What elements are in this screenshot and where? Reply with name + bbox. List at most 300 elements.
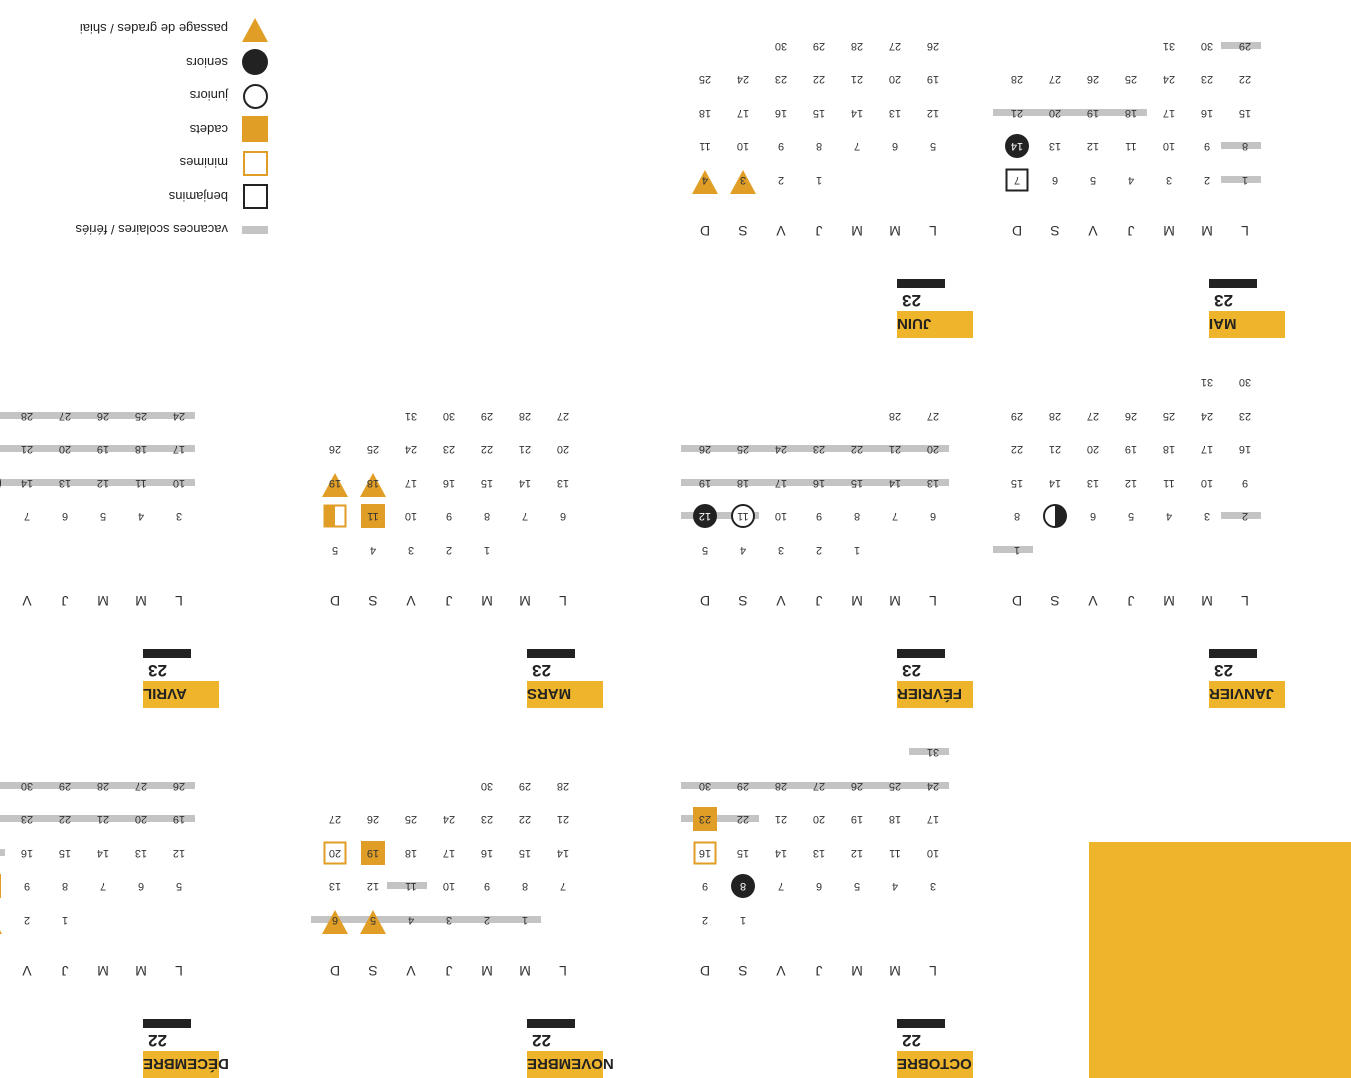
- day-cell: [729, 504, 757, 530]
- day-number: 26: [1086, 73, 1100, 86]
- day-cell: [805, 167, 833, 193]
- day-number: 27: [328, 813, 342, 826]
- day-number: 9: [1203, 140, 1211, 153]
- year-underline: [527, 649, 575, 658]
- day-number: 11: [699, 140, 711, 153]
- day-cell: [805, 807, 833, 833]
- day-number: 19: [1086, 107, 1100, 119]
- weekday-label: L: [929, 963, 937, 979]
- day-number: 15: [480, 477, 494, 489]
- day-number: 3: [445, 914, 453, 926]
- day-cell: [919, 773, 947, 799]
- day-cell: [435, 537, 463, 563]
- day-cell: [919, 504, 947, 530]
- day-cell: [51, 807, 79, 833]
- day-cell: [359, 504, 387, 530]
- month-title: OCTOBRE: [897, 1055, 972, 1072]
- weekday-label: L: [1241, 223, 1249, 239]
- day-number: 23: [1200, 73, 1214, 86]
- day-cell: [511, 773, 539, 799]
- day-cell: [321, 907, 349, 933]
- day-number: 21: [518, 443, 532, 456]
- day-cell: [435, 907, 463, 933]
- day-number: 5: [1127, 510, 1135, 523]
- weekday-label: J: [445, 593, 453, 609]
- day-cell: [13, 840, 41, 866]
- day-cell: [473, 437, 501, 463]
- day-cell: [691, 874, 719, 900]
- legend-item-juniors: [190, 83, 268, 109]
- weekday-label: L: [559, 963, 567, 979]
- day-cell: [165, 437, 193, 463]
- day-number: 27: [1086, 410, 1100, 422]
- day-number: 11: [1125, 140, 1137, 153]
- day-cell: [0, 807, 3, 833]
- weekday-label: V: [776, 963, 786, 979]
- day-number: 26: [926, 40, 940, 52]
- day-number: 30: [1200, 40, 1214, 52]
- day-cell: [805, 537, 833, 563]
- day-number: 1: [815, 174, 823, 186]
- weekday-label: D: [329, 593, 341, 609]
- day-cell: [729, 437, 757, 463]
- day-cell: [511, 907, 539, 933]
- day-cell: [767, 773, 795, 799]
- weekday-label: L: [929, 223, 937, 239]
- day-cell: [691, 470, 719, 496]
- day-number: 18: [404, 847, 418, 859]
- day-number: 25: [698, 73, 712, 86]
- day-cell: [165, 504, 193, 530]
- day-number: 19: [328, 477, 342, 489]
- day-number: 4: [1127, 174, 1135, 186]
- day-cell: [1155, 403, 1183, 429]
- day-cell: [1079, 100, 1107, 126]
- day-number: 26: [1124, 410, 1138, 422]
- day-cell: [321, 470, 349, 496]
- month-janvier: [1010, 368, 1351, 708]
- day-number: 28: [556, 780, 570, 792]
- day-number: 5: [175, 880, 183, 893]
- day-number: 27: [1048, 73, 1062, 86]
- day-number: 2: [23, 914, 31, 926]
- day-cell: [511, 807, 539, 833]
- day-number: 7: [23, 510, 31, 523]
- day-cell: [435, 504, 463, 530]
- weekday-label: D: [329, 963, 341, 979]
- weekday-label: M: [1201, 593, 1213, 609]
- day-cell: [13, 437, 41, 463]
- day-number: 1: [1241, 174, 1249, 186]
- day-number: 27: [926, 410, 940, 422]
- day-number: 10: [442, 880, 456, 893]
- day-cell: [13, 874, 41, 900]
- day-number: 23: [442, 443, 456, 456]
- day-cell: [473, 470, 501, 496]
- day-cell: [549, 874, 577, 900]
- day-number: 7: [891, 510, 899, 523]
- day-cell: [51, 907, 79, 933]
- weekday-label: D: [699, 223, 711, 239]
- month-title: DÉCEMBRE: [143, 1055, 229, 1072]
- day-number: 7: [1013, 174, 1021, 186]
- day-cell: [1155, 437, 1183, 463]
- day-number: 19: [926, 73, 940, 86]
- day-cell: [805, 773, 833, 799]
- day-cell: [1117, 67, 1145, 93]
- day-cell: [843, 537, 871, 563]
- day-number: 20: [556, 443, 570, 456]
- day-number: 3: [777, 544, 785, 556]
- day-number: 6: [815, 880, 823, 893]
- day-cell: [1231, 134, 1259, 160]
- weekday-label: D: [699, 593, 711, 609]
- day-number: 6: [61, 510, 69, 523]
- day-cell: [843, 437, 871, 463]
- day-cell: [919, 403, 947, 429]
- day-cell: [473, 807, 501, 833]
- day-number: 16: [1238, 443, 1252, 456]
- day-number: 15: [1010, 477, 1024, 489]
- day-number: 3: [1203, 510, 1211, 523]
- day-cell: [805, 67, 833, 93]
- weekday-label: M: [889, 223, 901, 239]
- day-number: 28: [1010, 73, 1024, 86]
- legend-label: seniors: [186, 55, 228, 70]
- day-cell: [729, 100, 757, 126]
- day-cell: [549, 470, 577, 496]
- day-cell: [1231, 403, 1259, 429]
- legend-item-minimes: [180, 150, 268, 176]
- day-number: 18: [698, 107, 712, 119]
- day-number: 22: [812, 73, 826, 86]
- day-cell: [321, 874, 349, 900]
- day-number: 29: [480, 410, 494, 422]
- day-number: 19: [366, 847, 380, 859]
- holidays-icon: [242, 217, 268, 243]
- day-cell: [1231, 470, 1259, 496]
- day-cell: [397, 470, 425, 496]
- day-cell: [1155, 504, 1183, 530]
- day-number: 9: [445, 510, 453, 523]
- day-cell: [767, 874, 795, 900]
- day-number: 23: [480, 813, 494, 826]
- weekday-label: J: [1127, 593, 1135, 609]
- day-number: 7: [521, 510, 529, 523]
- day-cell: [435, 874, 463, 900]
- day-cell: [1117, 167, 1145, 193]
- day-cell: [919, 33, 947, 59]
- day-number: 14: [774, 847, 788, 859]
- day-number: 5: [369, 914, 377, 926]
- day-number: 6: [1089, 510, 1097, 523]
- day-number: 26: [172, 780, 186, 792]
- day-number: 5: [331, 544, 339, 556]
- day-number: 19: [96, 443, 110, 456]
- day-cell: [729, 907, 757, 933]
- day-cell: [13, 470, 41, 496]
- day-cell: [881, 840, 909, 866]
- day-number: 6: [137, 880, 145, 893]
- day-number: 17: [1162, 107, 1176, 119]
- day-number: 20: [926, 443, 940, 456]
- day-cell: [321, 840, 349, 866]
- day-number: 15: [736, 847, 750, 859]
- day-cell: [127, 840, 155, 866]
- weekday-label: L: [929, 593, 937, 609]
- day-cell: [881, 437, 909, 463]
- month-year: 23: [1214, 661, 1233, 680]
- legend-label: vacances scolaires / fériés: [75, 222, 228, 238]
- day-cell: [843, 100, 871, 126]
- day-number: 31: [1200, 376, 1214, 389]
- day-cell: [881, 403, 909, 429]
- day-cell: [359, 840, 387, 866]
- day-cell: [397, 907, 425, 933]
- day-number: 6: [559, 510, 567, 523]
- day-cell: [511, 403, 539, 429]
- day-cell: [691, 537, 719, 563]
- month-title: JANVIER: [1209, 685, 1275, 702]
- day-cell: [729, 773, 757, 799]
- weekday-label: S: [1050, 223, 1060, 239]
- day-cell: [1155, 100, 1183, 126]
- day-number: 18: [888, 813, 902, 826]
- day-cell: [691, 134, 719, 160]
- day-cell: [435, 403, 463, 429]
- weekday-label: M: [851, 593, 863, 609]
- day-cell: [359, 537, 387, 563]
- day-number: 21: [774, 813, 788, 826]
- month-year: 23: [902, 291, 921, 310]
- triangle-marker: [0, 910, 2, 934]
- day-number: 22: [850, 443, 864, 456]
- day-number: 24: [774, 443, 788, 456]
- day-number: 7: [99, 880, 107, 893]
- day-number: 8: [521, 880, 529, 893]
- day-cell: [1155, 134, 1183, 160]
- day-cell: [1231, 100, 1259, 126]
- day-number: 28: [20, 410, 34, 422]
- weekday-label: M: [519, 963, 531, 979]
- day-cell: [435, 840, 463, 866]
- day-number: 12: [850, 847, 864, 859]
- day-cell: [89, 470, 117, 496]
- day-number: 27: [58, 410, 72, 422]
- month-février: [698, 368, 1039, 708]
- day-number: 30: [480, 780, 494, 792]
- day-number: 8: [815, 140, 823, 153]
- day-number: 2: [483, 914, 491, 926]
- legend-label: benjamins: [168, 189, 228, 204]
- month-mars: [328, 368, 669, 708]
- day-cell: [13, 403, 41, 429]
- day-cell: [0, 537, 3, 563]
- day-cell: [435, 807, 463, 833]
- day-cell: [473, 537, 501, 563]
- weekday-label: V: [22, 593, 32, 609]
- day-number: 12: [96, 477, 110, 489]
- day-number: 10: [172, 477, 186, 489]
- weekday-label: M: [481, 963, 493, 979]
- day-number: 12: [1086, 140, 1100, 153]
- month-title: JUIN: [897, 315, 932, 332]
- day-cell: [127, 470, 155, 496]
- month-title: FÉVRIER: [897, 685, 963, 702]
- day-cell: [1041, 167, 1069, 193]
- day-cell: [1155, 167, 1183, 193]
- day-number: 3: [407, 544, 415, 556]
- day-cell: [729, 470, 757, 496]
- day-number: 25: [366, 443, 380, 456]
- day-number: 3: [929, 880, 937, 893]
- day-cell: [843, 874, 871, 900]
- day-number: 10: [736, 140, 750, 153]
- day-number: 20: [58, 443, 72, 456]
- day-cell: [1079, 437, 1107, 463]
- day-cell: [51, 470, 79, 496]
- weekday-label: D: [1011, 593, 1023, 609]
- weekday-label: S: [368, 593, 378, 609]
- day-cell: [549, 504, 577, 530]
- day-number: 8: [61, 880, 69, 893]
- day-number: 20: [1086, 443, 1100, 456]
- day-cell: [729, 537, 757, 563]
- day-number: 22: [1238, 73, 1252, 86]
- weekday-label: S: [738, 593, 748, 609]
- day-cell: [843, 807, 871, 833]
- month-title: MARS: [527, 685, 572, 702]
- day-cell: [767, 134, 795, 160]
- day-number: 14: [96, 847, 110, 859]
- weekday-label: V: [776, 593, 786, 609]
- year-underline: [897, 1019, 945, 1028]
- day-cell: [805, 840, 833, 866]
- day-number: 28: [774, 780, 788, 792]
- month-year: 22: [148, 1031, 167, 1050]
- day-number: 16: [698, 847, 712, 859]
- weekday-label: V: [1088, 223, 1098, 239]
- day-cell: [881, 470, 909, 496]
- day-number: 13: [1086, 477, 1100, 489]
- day-cell: [919, 437, 947, 463]
- day-number: 27: [556, 410, 570, 422]
- day-number: 16: [774, 107, 788, 119]
- day-number: 22: [518, 813, 532, 826]
- day-number: 2: [1203, 174, 1211, 186]
- day-number: 6: [1051, 174, 1059, 186]
- day-number: 24: [442, 813, 456, 826]
- day-number: 8: [1241, 140, 1249, 153]
- day-number: 2: [1241, 510, 1249, 523]
- day-cell: [359, 807, 387, 833]
- day-number: 20: [328, 847, 342, 859]
- day-cell: [729, 807, 757, 833]
- day-number: 2: [445, 544, 453, 556]
- day-cell: [843, 773, 871, 799]
- weekday-label: J: [815, 593, 823, 609]
- day-cell: [729, 134, 757, 160]
- weekday-label: L: [1241, 593, 1249, 609]
- day-cell: [0, 874, 3, 900]
- day-number: 13: [926, 477, 940, 489]
- day-number: 4: [407, 914, 415, 926]
- year-underline: [897, 649, 945, 658]
- day-cell: [1193, 504, 1221, 530]
- day-cell: [1117, 403, 1145, 429]
- day-cell: [51, 874, 79, 900]
- day-number: 2: [815, 544, 823, 556]
- day-number: 14: [850, 107, 864, 119]
- day-number: 18: [1124, 107, 1138, 119]
- weekday-label: J: [1127, 223, 1135, 239]
- weekday-label: M: [481, 593, 493, 609]
- day-cell: [89, 840, 117, 866]
- day-cell: [691, 437, 719, 463]
- day-cell: [1193, 437, 1221, 463]
- day-number: 17: [774, 477, 788, 489]
- month-year: 23: [532, 661, 551, 680]
- day-number: 20: [134, 813, 148, 826]
- day-number: 24: [1162, 73, 1176, 86]
- day-number: 13: [812, 847, 826, 859]
- day-cell: [1117, 504, 1145, 530]
- day-cell: [691, 167, 719, 193]
- day-number: 1: [1013, 544, 1021, 556]
- day-number: 28: [850, 40, 864, 52]
- day-number: 22: [736, 813, 750, 826]
- day-number: 12: [698, 510, 712, 523]
- legend-label: juniors: [189, 88, 228, 104]
- day-number: 17: [1200, 443, 1214, 456]
- day-number: 10: [1200, 477, 1214, 489]
- day-number: 29: [736, 780, 750, 792]
- day-cell: [51, 504, 79, 530]
- day-cell: [1079, 403, 1107, 429]
- day-number: 11: [737, 510, 749, 523]
- day-cell: [165, 470, 193, 496]
- day-number: 16: [480, 847, 494, 859]
- weekday-label: D: [699, 963, 711, 979]
- weekday-label: S: [1050, 593, 1060, 609]
- day-cell: [919, 807, 947, 833]
- weekday-label: M: [97, 593, 109, 609]
- day-cell: [767, 840, 795, 866]
- day-number: 18: [366, 477, 380, 489]
- month-year: 23: [902, 661, 921, 680]
- day-cell: [1117, 437, 1145, 463]
- day-number: 14: [20, 477, 34, 489]
- day-number: 17: [404, 477, 418, 489]
- day-cell: [473, 840, 501, 866]
- day-cell: [359, 470, 387, 496]
- day-number: 10: [404, 510, 418, 523]
- day-number: 11: [889, 847, 901, 859]
- weekday-label: M: [135, 593, 147, 609]
- day-cell: [127, 437, 155, 463]
- day-number: 8: [739, 880, 747, 893]
- day-cell: [919, 67, 947, 93]
- day-cell: [89, 437, 117, 463]
- day-number: 6: [929, 510, 937, 523]
- weekday-label: M: [519, 593, 531, 609]
- day-number: 23: [774, 73, 788, 86]
- day-number: 31: [404, 410, 418, 422]
- day-number: 9: [777, 140, 785, 153]
- day-cell: [881, 100, 909, 126]
- day-cell: [397, 504, 425, 530]
- day-cell: [13, 907, 41, 933]
